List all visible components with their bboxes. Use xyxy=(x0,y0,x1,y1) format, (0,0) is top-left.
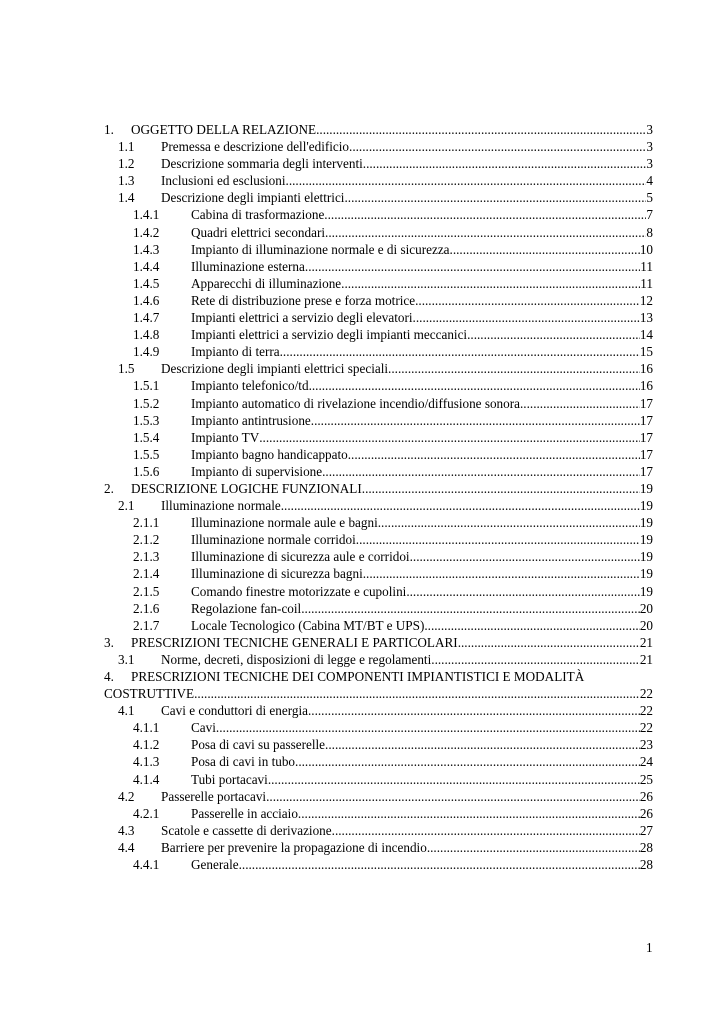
toc-entry-title: Scatole e cassette di derivazione xyxy=(161,822,332,838)
toc-entry-number: 1.4.4 xyxy=(133,258,160,274)
toc-entry-number: 4.1.4 xyxy=(133,771,160,787)
toc-entry-title: Posa di cavi in tubo xyxy=(191,754,296,770)
toc-entry-page: 3 xyxy=(646,122,653,137)
dot-leader xyxy=(298,805,640,822)
dot-leader xyxy=(431,651,640,668)
toc-entry-title: Cavi e conduttori di energia xyxy=(161,703,308,719)
dot-leader xyxy=(301,600,640,617)
dot-leader xyxy=(424,617,639,634)
toc-entry[interactable] xyxy=(104,753,653,770)
toc-entry-number: 1.4.9 xyxy=(133,344,160,360)
toc-entry-title: Cabina di trasformazione xyxy=(191,207,325,223)
toc-entry-page: 22 xyxy=(639,703,653,719)
toc-entry-number: 2.1.6 xyxy=(133,600,160,616)
dot-leader xyxy=(325,736,640,753)
toc-entry-number: 1. xyxy=(104,122,114,137)
toc-entry-title: Inclusioni ed esclusioni xyxy=(161,173,286,189)
toc-entry-number: 1.4.3 xyxy=(133,241,160,257)
toc-entry-title: PRESCRIZIONI TECNICHE GENERALI E PARTICOLARI xyxy=(131,634,458,650)
toc-entry[interactable] xyxy=(104,719,653,736)
toc-entry-number: 1.5.6 xyxy=(133,463,160,479)
toc-entry[interactable] xyxy=(104,531,653,548)
dot-leader xyxy=(388,360,640,377)
toc-entry-number: 2. xyxy=(104,480,114,496)
toc-entry-page: 21 xyxy=(639,634,653,650)
toc-entry-title: Comando finestre motorizzate e cupolini xyxy=(191,583,407,599)
toc-entry-title: PRESCRIZIONI TECNICHE DEI COMPONENTI IMPIANTISTICI E MODALITÀ xyxy=(131,669,585,684)
dot-leader xyxy=(410,548,640,565)
toc-entry-page: 25 xyxy=(639,771,653,787)
dot-leader xyxy=(324,206,646,223)
toc-entry-number: 1.1 xyxy=(118,139,135,155)
toc-entry[interactable] xyxy=(104,155,653,172)
dot-leader xyxy=(450,241,640,258)
toc-entry-title: Rete di distribuzione prese e forza motrice xyxy=(191,292,416,308)
toc-entry-page: 19 xyxy=(639,566,653,582)
toc-entry-number: 1.5.4 xyxy=(133,429,160,445)
toc-entry[interactable] xyxy=(104,497,653,514)
dot-leader xyxy=(362,480,640,497)
toc-entry-title: Generale xyxy=(191,857,239,873)
toc-entry[interactable] xyxy=(104,822,653,839)
toc-entry-number: 1.4 xyxy=(118,190,135,206)
toc-entry[interactable] xyxy=(104,241,653,258)
toc-entry-number: 2.1.4 xyxy=(133,566,160,582)
toc-entry-title: Posa di cavi su passerelle xyxy=(191,737,326,753)
toc-entry-number: 1.2 xyxy=(118,156,135,172)
toc-entry[interactable] xyxy=(104,258,653,275)
toc-entry-title: Impianti elettrici a servizio degli impianti meccanici xyxy=(191,327,468,343)
toc-entry-title: Impianto automatico di rivelazione incendio/diffusione sonora xyxy=(191,395,520,411)
toc-entry[interactable] xyxy=(104,292,653,309)
toc-entry-title: OGGETTO DELLA RELAZIONE xyxy=(131,122,317,137)
toc-entry-page: 17 xyxy=(639,446,653,462)
toc-entry-page: 15 xyxy=(639,344,653,360)
toc-entry-page: 20 xyxy=(639,600,653,616)
toc-entry-number: 2.1.5 xyxy=(133,583,160,599)
toc-entry[interactable] xyxy=(104,395,653,412)
toc-entry[interactable] xyxy=(104,634,653,651)
toc-entry-number: 1.4.7 xyxy=(133,310,160,326)
toc-entry-number: 2.1 xyxy=(118,498,135,514)
toc-entry-title: Impianto bagno handicappato xyxy=(191,446,348,462)
toc-entry-page: 19 xyxy=(639,480,653,496)
toc-entry-page: 17 xyxy=(639,412,653,428)
toc-entry-number: 4.1 xyxy=(118,703,135,719)
toc-entry-page: 5 xyxy=(646,190,653,206)
toc-entry[interactable] xyxy=(104,138,653,155)
toc-entry-page: 23 xyxy=(639,737,653,753)
toc-entry-number: 4.4.1 xyxy=(133,857,160,873)
toc-entry[interactable] xyxy=(104,600,653,617)
toc-entry-title: Impianto TV xyxy=(191,429,260,445)
toc-entry-title: Descrizione degli impianti elettrici xyxy=(161,190,345,206)
toc-entry-page: 24 xyxy=(639,754,653,770)
dot-leader xyxy=(281,497,640,514)
toc-entry[interactable] xyxy=(104,565,653,582)
toc-entry-title: Illuminazione normale aule e bagni xyxy=(191,515,378,531)
toc-entry-number: 1.4.8 xyxy=(133,327,160,343)
toc-entry[interactable] xyxy=(104,651,653,668)
toc-entry-page: 11 xyxy=(640,275,653,291)
toc-entry-number: 4.1.3 xyxy=(133,754,160,770)
toc-entry-page: 11 xyxy=(640,258,653,274)
dot-leader xyxy=(427,839,640,856)
dot-leader xyxy=(194,685,640,702)
toc-entry-title: Descrizione sommaria degli interventi xyxy=(161,156,363,172)
toc-entry-title: Impianto antintrusione xyxy=(191,412,311,428)
toc-entry[interactable] xyxy=(104,856,653,873)
toc-entry[interactable] xyxy=(104,805,653,822)
toc-entry[interactable] xyxy=(104,189,653,206)
toc-entry-page: 13 xyxy=(639,310,653,326)
toc-entry-number: 2.1.1 xyxy=(133,515,160,531)
toc-entry-number: 2.1.2 xyxy=(133,532,160,548)
toc-entry-title: Quadri elettrici secondari xyxy=(191,224,326,240)
toc-entry-number: 2.1.7 xyxy=(133,617,160,633)
toc-entry-page: 3 xyxy=(646,139,653,155)
toc-entry-page: 21 xyxy=(639,651,653,667)
toc-entry-number: 2.1.3 xyxy=(133,549,160,565)
toc-entry-number: 3.1 xyxy=(118,651,135,667)
toc-entry-number: 1.4.2 xyxy=(133,224,160,240)
toc-entry-number: 1.4.6 xyxy=(133,292,160,308)
page-number: 1 xyxy=(646,940,653,955)
dot-leader xyxy=(344,189,646,206)
toc-entry-page: 7 xyxy=(646,207,653,223)
toc-entry-title: Premessa e descrizione dell'edificio xyxy=(161,139,350,155)
toc-entry-title: Cavi xyxy=(191,720,216,736)
toc-entry-page: 3 xyxy=(646,156,653,172)
toc-entry[interactable] xyxy=(104,326,653,343)
toc-entry-page: 17 xyxy=(639,463,653,479)
toc-entry-title: Illuminazione normale corridoi xyxy=(191,532,356,548)
toc-entry-title: Apparecchi di illuminazione xyxy=(191,275,342,291)
dot-leader xyxy=(239,856,640,873)
toc-entry-page: 19 xyxy=(639,532,653,548)
toc-entry-number: 4. xyxy=(104,669,114,684)
toc-entry-title: Tubi portacavi xyxy=(191,771,268,787)
toc-entry[interactable] xyxy=(104,480,653,497)
toc-entry-number: 1.5.2 xyxy=(133,395,160,411)
toc-entry-title: Passerelle in acciaio xyxy=(191,805,298,821)
toc-entry-page: 20 xyxy=(639,617,653,633)
toc-entry-page: 28 xyxy=(639,857,653,873)
toc-entry-number: 4.1.1 xyxy=(133,720,160,736)
dot-leader xyxy=(311,412,640,429)
toc-entry-page: 22 xyxy=(639,720,653,736)
dot-leader xyxy=(259,429,640,446)
toc-entry-page: 19 xyxy=(639,515,653,531)
toc-entry-title: Passerelle portacavi xyxy=(161,788,267,804)
toc-entry-page: 12 xyxy=(639,292,653,308)
dot-leader xyxy=(406,583,639,600)
toc-entry[interactable] xyxy=(104,839,653,856)
toc-entry-page: 8 xyxy=(646,224,653,240)
toc-entry-title: Impianto di illuminazione normale e di sicurezza xyxy=(191,241,450,257)
toc-entry[interactable] xyxy=(104,446,653,463)
dot-leader xyxy=(348,446,640,463)
dot-leader xyxy=(216,719,640,736)
toc-entry-title: Impianto di terra xyxy=(191,344,280,360)
dot-leader xyxy=(280,343,640,360)
toc-entry-page: 27 xyxy=(639,822,653,838)
toc-entry-number: 4.4 xyxy=(118,839,135,855)
toc-entry-title: Illuminazione esterna xyxy=(191,258,305,274)
toc-entry[interactable] xyxy=(104,771,653,788)
toc-entry[interactable] xyxy=(104,121,653,138)
dot-leader xyxy=(308,702,640,719)
toc-entry-page: 26 xyxy=(639,788,653,804)
toc-entry[interactable] xyxy=(104,172,653,189)
toc-entry[interactable] xyxy=(104,583,653,600)
dot-leader xyxy=(349,138,646,155)
toc-entry-page: 17 xyxy=(639,429,653,445)
dot-leader xyxy=(413,309,640,326)
toc-entry[interactable] xyxy=(104,206,653,223)
table-of-contents xyxy=(104,121,653,873)
toc-entry[interactable] xyxy=(104,514,653,531)
toc-entry[interactable] xyxy=(104,702,653,719)
toc-entry-title: Illuminazione di sicurezza aule e corridoi xyxy=(191,549,410,565)
toc-entry[interactable] xyxy=(104,548,653,565)
toc-entry[interactable] xyxy=(104,463,653,480)
toc-entry-page: 19 xyxy=(639,498,653,514)
toc-entry-number: 1.5.3 xyxy=(133,412,160,428)
toc-entry-number: 4.2 xyxy=(118,788,135,804)
toc-entry-number: 1.4.1 xyxy=(133,207,160,223)
toc-entry-number: 1.5 xyxy=(118,361,135,377)
toc-entry-number: 4.2.1 xyxy=(133,805,160,821)
toc-entry-title: Impianto di supervisione xyxy=(191,463,323,479)
dot-leader xyxy=(322,463,640,480)
toc-entry-title-continued: COSTRUTTIVE xyxy=(104,686,195,702)
toc-entry-page: 26 xyxy=(639,805,653,821)
toc-entry[interactable] xyxy=(104,377,653,394)
toc-entry-number: 1.5.5 xyxy=(133,446,160,462)
toc-entry[interactable] xyxy=(104,617,653,634)
toc-entry-page: 19 xyxy=(639,583,653,599)
dot-leader xyxy=(520,395,640,412)
toc-entry-number: 4.1.2 xyxy=(133,737,160,753)
toc-entry-page: 17 xyxy=(639,395,653,411)
dot-leader xyxy=(268,771,640,788)
toc-entry-page: 16 xyxy=(639,361,653,377)
dot-leader xyxy=(378,514,640,531)
dot-leader xyxy=(286,172,647,189)
toc-entry-title: DESCRIZIONE LOGICHE FUNZIONALI xyxy=(131,480,362,496)
toc-entry[interactable] xyxy=(104,224,653,241)
toc-entry-title: Impianti elettrici a servizio degli elevatori xyxy=(191,310,413,326)
toc-entry-title: Illuminazione normale xyxy=(161,498,281,514)
toc-entry[interactable] xyxy=(104,309,653,326)
toc-entry-number: 1.3 xyxy=(118,173,135,189)
toc-entry-title: Impianto telefonico/td xyxy=(191,378,309,394)
toc-entry[interactable] xyxy=(104,788,653,805)
dot-leader xyxy=(458,634,640,651)
toc-entry-page: 19 xyxy=(639,549,653,565)
toc-entry[interactable] xyxy=(104,668,653,702)
toc-entry-number: 1.5.1 xyxy=(133,378,160,394)
toc-entry[interactable] xyxy=(104,343,653,360)
toc-entry-page: 14 xyxy=(639,327,653,343)
toc-entry-number: 1.4.5 xyxy=(133,275,160,291)
toc-entry-title: Norme, decreti, disposizioni di legge e regolamenti xyxy=(161,651,432,667)
toc-entry-number: 4.3 xyxy=(118,822,135,838)
dot-leader xyxy=(316,121,646,138)
dot-leader xyxy=(332,822,640,839)
toc-entry-title: Illuminazione di sicurezza bagni xyxy=(191,566,363,582)
toc-entry-title: Locale Tecnologico (Cabina MT/BT e UPS) xyxy=(191,617,425,633)
toc-entry-title: Barriere per prevenire la propagazione di incendio xyxy=(161,839,427,855)
toc-entry-title: Regolazione fan-coil xyxy=(191,600,302,616)
dot-leader xyxy=(295,753,640,770)
toc-entry-page: 10 xyxy=(639,241,653,257)
dot-leader xyxy=(415,292,640,309)
toc-entry[interactable] xyxy=(104,736,653,753)
toc-entry-page: 28 xyxy=(639,839,653,855)
dot-leader xyxy=(356,531,640,548)
toc-entry-number: 3. xyxy=(104,634,114,650)
dot-leader xyxy=(325,224,646,241)
toc-entry-page: 4 xyxy=(646,173,653,189)
toc-entry[interactable] xyxy=(104,360,653,377)
dot-leader xyxy=(305,258,640,275)
toc-entry-page: 16 xyxy=(639,378,653,394)
dot-leader xyxy=(363,565,640,582)
toc-entry[interactable] xyxy=(104,429,653,446)
dot-leader xyxy=(467,326,640,343)
toc-entry[interactable] xyxy=(104,275,653,292)
toc-entry-page: 22 xyxy=(639,686,653,702)
dot-leader xyxy=(266,788,640,805)
dot-leader xyxy=(309,377,640,394)
dot-leader xyxy=(341,275,640,292)
toc-entry-title: Descrizione degli impianti elettrici speciali xyxy=(161,361,389,377)
toc-entry[interactable] xyxy=(104,412,653,429)
dot-leader xyxy=(363,155,647,172)
